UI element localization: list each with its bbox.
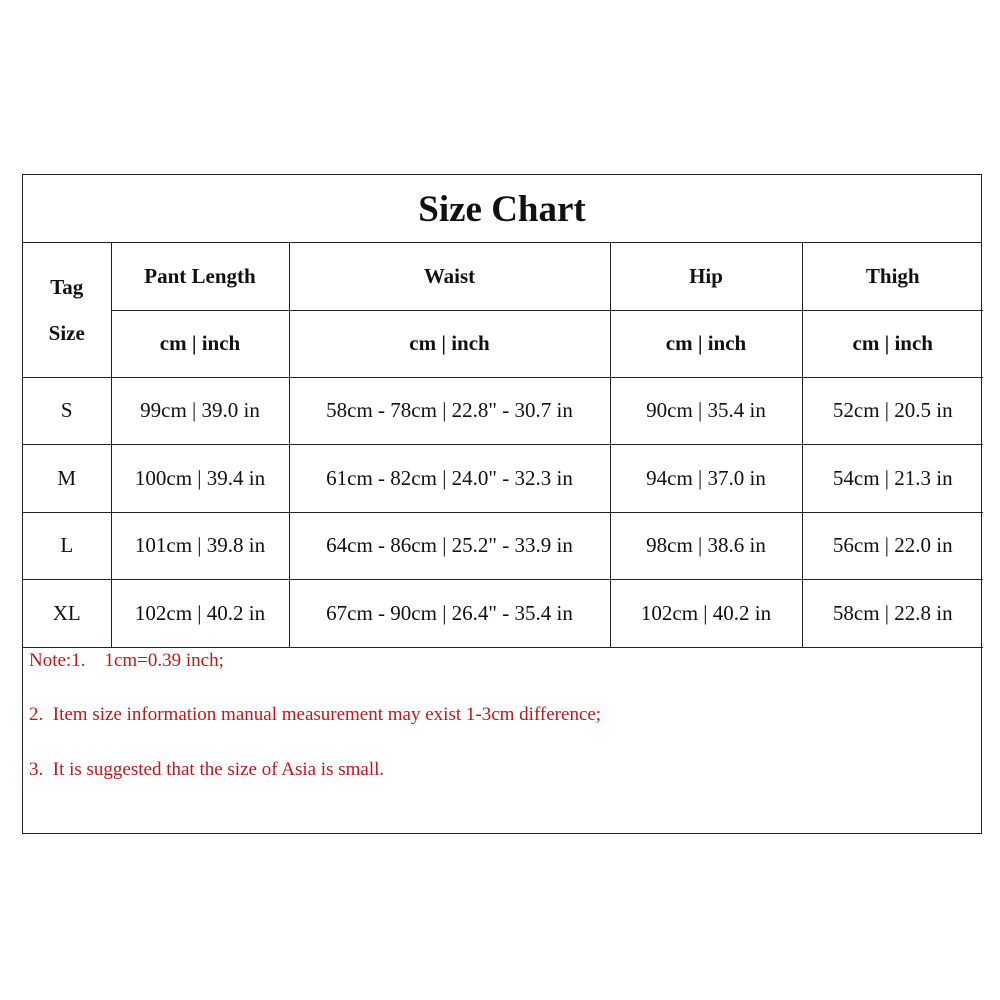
waist-cell: 61cm - 82cm | 24.0" - 32.3 in [289,445,610,513]
waist-cell: 67cm - 90cm | 26.4" - 35.4 in [289,580,610,648]
column-header-thigh: Thigh [802,243,983,310]
chart-title: Size Chart [23,175,981,243]
tag-size-label-line2: Size [48,320,85,345]
unit-header-waist: cm | inch [289,310,610,377]
waist-cell: 64cm - 86cm | 25.2" - 33.9 in [289,512,610,580]
table-row [23,377,983,445]
column-header-waist: Waist [289,243,610,310]
pant-length-cell: 101cm | 39.8 in [111,512,289,580]
unit-header-thigh: cm | inch [802,310,983,377]
unit-header-hip: cm | inch [610,310,802,377]
hip-cell: 94cm | 37.0 in [610,445,802,513]
header-row [23,243,983,310]
note-3: 3. It is suggested that the size of Asia is small. [29,759,385,780]
note-1: Note:1. 1cm=0.39 inch; [29,650,224,671]
note-2: 2. Item size information manual measurement may exist 1-3cm difference; [29,704,602,725]
size-cell: S [23,377,111,445]
thigh-cell: 56cm | 22.0 in [802,512,983,580]
unit-header-pant-length: cm | inch [111,310,289,377]
hip-cell: 102cm | 40.2 in [610,580,802,648]
size-table [23,243,983,648]
pant-length-cell: 99cm | 39.0 in [111,377,289,445]
size-cell: XL [23,580,111,648]
size-cell: L [23,512,111,580]
tag-size-header [23,243,111,377]
table-row [23,445,983,513]
size-cell: M [23,445,111,513]
pant-length-cell: 100cm | 39.4 in [111,445,289,513]
thigh-cell: 58cm | 22.8 in [802,580,983,648]
column-header-pant-length: Pant Length [111,243,289,310]
thigh-cell: 54cm | 21.3 in [802,445,983,513]
notes-section [23,650,981,833]
size-chart [22,174,982,834]
hip-cell: 98cm | 38.6 in [610,512,802,580]
thigh-cell: 52cm | 20.5 in [802,377,983,445]
tag-size-label-line1: Tag [50,274,84,299]
pant-length-cell: 102cm | 40.2 in [111,580,289,648]
table-row [23,512,983,580]
table-row [23,580,983,648]
hip-cell: 90cm | 35.4 in [610,377,802,445]
units-row [23,310,983,377]
column-header-hip: Hip [610,243,802,310]
waist-cell: 58cm - 78cm | 22.8" - 30.7 in [289,377,610,445]
